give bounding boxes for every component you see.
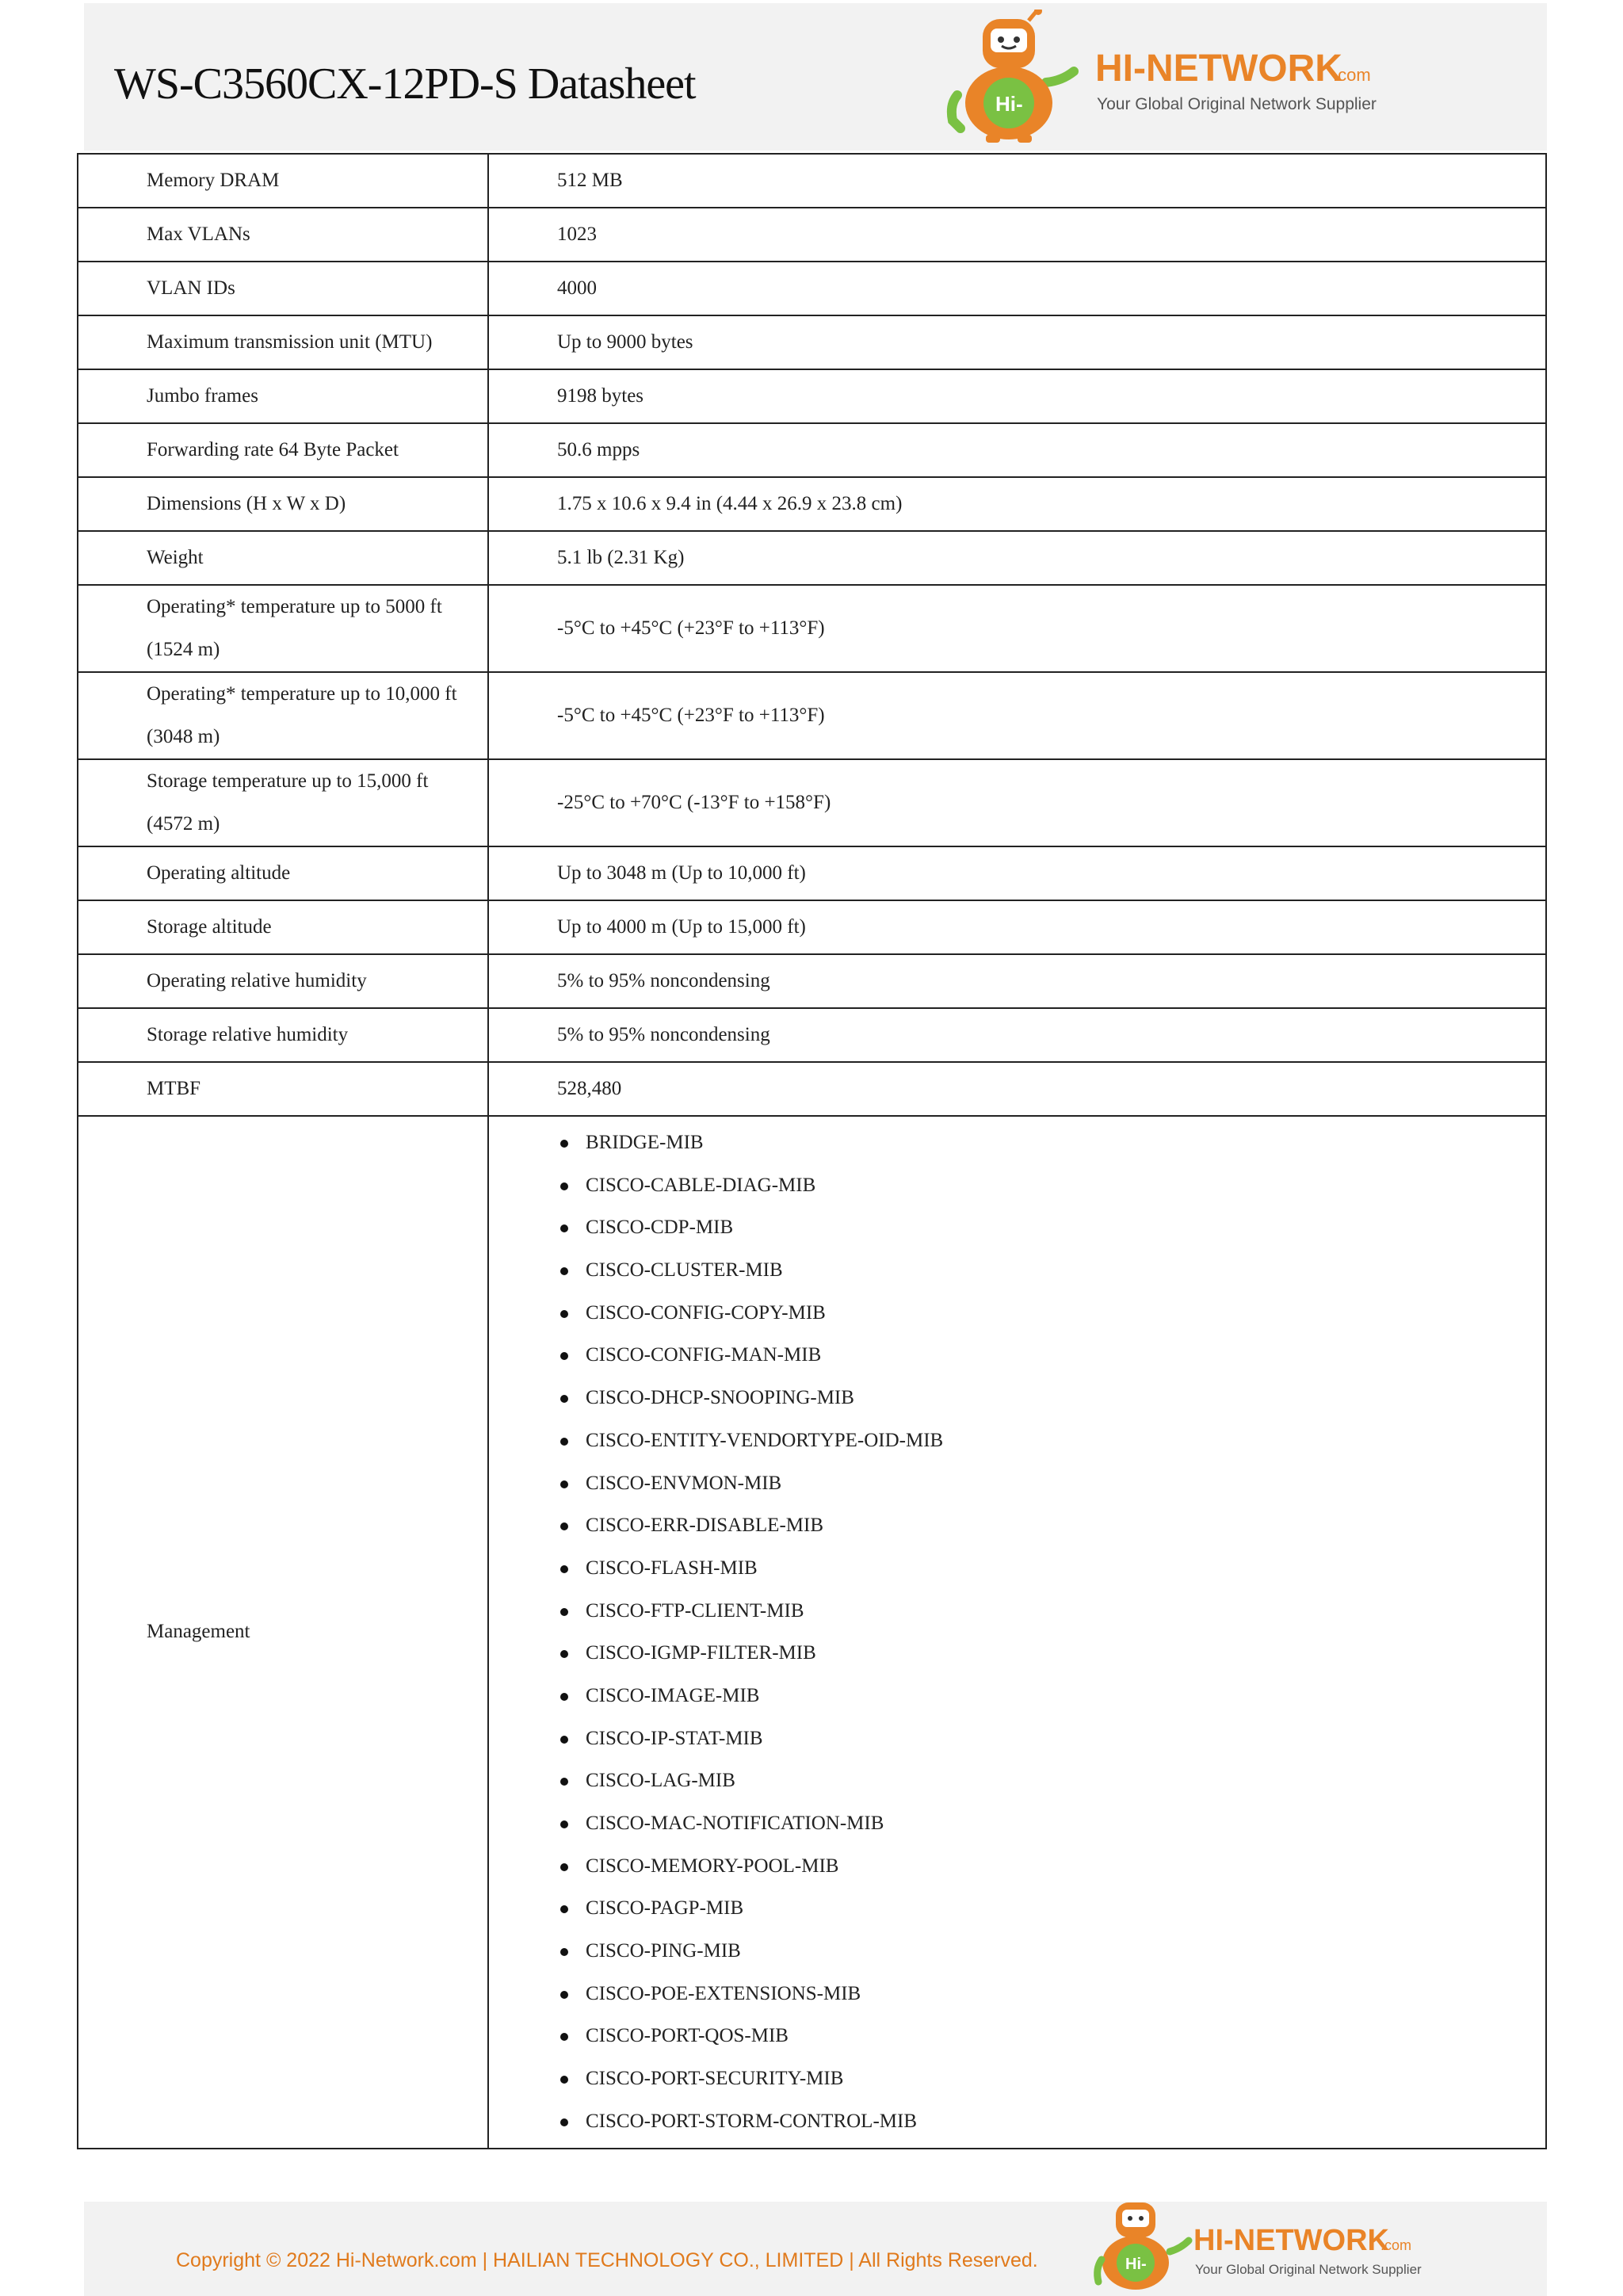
spec-value: Up to 3048 m (Up to 10,000 ft)	[488, 846, 1546, 900]
table-row	[78, 531, 1546, 585]
list-item: CISCO-ENTITY-VENDORTYPE-OID-MIB	[557, 1419, 1537, 1462]
spec-label: Memory DRAM	[78, 154, 488, 208]
copyright-text: Copyright © 2022 Hi-Network.com | HAILIAN TECHNOLOGY CO., LIMITED | All Rights Reserved.	[176, 2249, 1038, 2271]
spec-label: Management	[78, 1116, 488, 2149]
spec-label: Storage temperature up to 15,000 ft (4572 m)	[78, 759, 488, 846]
spec-value: 5% to 95% noncondensing	[488, 1008, 1546, 1062]
table-row	[78, 477, 1546, 531]
spec-label: Max VLANs	[78, 208, 488, 262]
list-item: CISCO-POE-EXTENSIONS-MIB	[557, 1973, 1537, 2015]
svg-text:Hi-: Hi-	[995, 92, 1023, 116]
spec-value: 9198 bytes	[488, 369, 1546, 423]
logo-tagline: Your Global Original Network Supplier	[1097, 95, 1377, 113]
spec-value: 5% to 95% noncondensing	[488, 954, 1546, 1008]
spec-label: VLAN IDs	[78, 262, 488, 315]
table-row	[78, 954, 1546, 1008]
table-row	[78, 369, 1546, 423]
list-item: CISCO-LAG-MIB	[557, 1759, 1537, 1802]
spec-value: 50.6 mpps	[488, 423, 1546, 477]
mascot-icon	[952, 10, 1074, 143]
list-item: CISCO-MEMORY-POOL-MIB	[557, 1845, 1537, 1888]
list-item: CISCO-PORT-STORM-CONTROL-MIB	[557, 2100, 1537, 2143]
spec-value: 1.75 x 10.6 x 9.4 in (4.44 x 26.9 x 23.8 cm)	[488, 477, 1546, 531]
table-row	[78, 208, 1546, 262]
list-item: CISCO-CABLE-DIAG-MIB	[557, 1164, 1537, 1207]
table-row	[78, 262, 1546, 315]
list-item: CISCO-CONFIG-COPY-MIB	[557, 1292, 1537, 1335]
mib-list-cell	[488, 1116, 1546, 2149]
document-title: WS-C3560CX-12PD-S Datasheet	[114, 59, 696, 109]
logo-brand: HI-NETWORK	[1095, 48, 1342, 90]
table-row	[78, 585, 1546, 672]
spec-label: Weight	[78, 531, 488, 585]
list-item: CISCO-CLUSTER-MIB	[557, 1249, 1537, 1292]
list-item: CISCO-DHCP-SNOOPING-MIB	[557, 1377, 1537, 1419]
hi-network-logo	[943, 10, 1419, 144]
list-item: CISCO-IGMP-FILTER-MIB	[557, 1632, 1537, 1675]
list-item: CISCO-PORT-QOS-MIB	[557, 2015, 1537, 2057]
table-row	[78, 423, 1546, 477]
svg-text:Hi-: Hi-	[1125, 2256, 1147, 2273]
list-item: CISCO-IP-STAT-MIB	[557, 1717, 1537, 1760]
list-item: CISCO-ERR-DISABLE-MIB	[557, 1504, 1537, 1547]
list-item: CISCO-PAGP-MIB	[557, 1887, 1537, 1930]
spec-label: MTBF	[78, 1062, 488, 1116]
spec-label: Dimensions (H x W x D)	[78, 477, 488, 531]
list-item: BRIDGE-MIB	[557, 1121, 1537, 1164]
table-row	[78, 154, 1546, 208]
spec-label: Forwarding rate 64 Byte Packet	[78, 423, 488, 477]
spec-label: Jumbo frames	[78, 369, 488, 423]
list-item: CISCO-PORT-SECURITY-MIB	[557, 2057, 1537, 2100]
spec-label: Operating relative humidity	[78, 954, 488, 1008]
logo-tagline: Your Global Original Network Supplier	[1195, 2262, 1422, 2277]
spec-label: Operating* temperature up to 10,000 ft (3048 m)	[78, 672, 488, 759]
table-row	[78, 1062, 1546, 1116]
spec-label: Storage relative humidity	[78, 1008, 488, 1062]
spec-value: -5°C to +45°C (+23°F to +113°F)	[488, 672, 1546, 759]
table-row	[78, 315, 1546, 369]
spec-label: Operating* temperature up to 5000 ft (1524 m)	[78, 585, 488, 672]
spec-value: -5°C to +45°C (+23°F to +113°F)	[488, 585, 1546, 672]
list-item: CISCO-ENVMON-MIB	[557, 1462, 1537, 1505]
spec-value: 1023	[488, 208, 1546, 262]
logo-brand: HI-NETWORK	[1193, 2224, 1389, 2257]
table-row	[78, 900, 1546, 954]
spec-value: 4000	[488, 262, 1546, 315]
table-row	[78, 759, 1546, 846]
list-item: CISCO-PING-MIB	[557, 1930, 1537, 1973]
list-item: CISCO-FLASH-MIB	[557, 1547, 1537, 1590]
list-item: CISCO-CONFIG-MAN-MIB	[557, 1334, 1537, 1377]
spec-value: 512 MB	[488, 154, 1546, 208]
mib-list	[557, 1121, 1537, 2143]
hi-network-logo-footer	[1022, 2199, 1466, 2294]
spec-label: Operating altitude	[78, 846, 488, 900]
spec-value: 528,480	[488, 1062, 1546, 1116]
spec-value: Up to 9000 bytes	[488, 315, 1546, 369]
spec-label: Storage altitude	[78, 900, 488, 954]
table-row-management	[78, 1116, 1546, 2149]
logo-suffix: .com	[1333, 65, 1371, 85]
list-item: CISCO-FTP-CLIENT-MIB	[557, 1590, 1537, 1633]
spec-value: Up to 4000 m (Up to 15,000 ft)	[488, 900, 1546, 954]
spec-value: -25°C to +70°C (-13°F to +158°F)	[488, 759, 1546, 846]
spec-table	[77, 153, 1547, 2149]
list-item: CISCO-CDP-MIB	[557, 1206, 1537, 1249]
spec-label: Maximum transmission unit (MTU)	[78, 315, 488, 369]
table-row	[78, 1008, 1546, 1062]
list-item: CISCO-IMAGE-MIB	[557, 1675, 1537, 1717]
table-row	[78, 846, 1546, 900]
logo-suffix: .com	[1381, 2237, 1412, 2253]
mascot-icon	[1098, 2202, 1189, 2290]
spec-value: 5.1 lb (2.31 Kg)	[488, 531, 1546, 585]
list-item: CISCO-MAC-NOTIFICATION-MIB	[557, 1802, 1537, 1845]
table-row	[78, 672, 1546, 759]
